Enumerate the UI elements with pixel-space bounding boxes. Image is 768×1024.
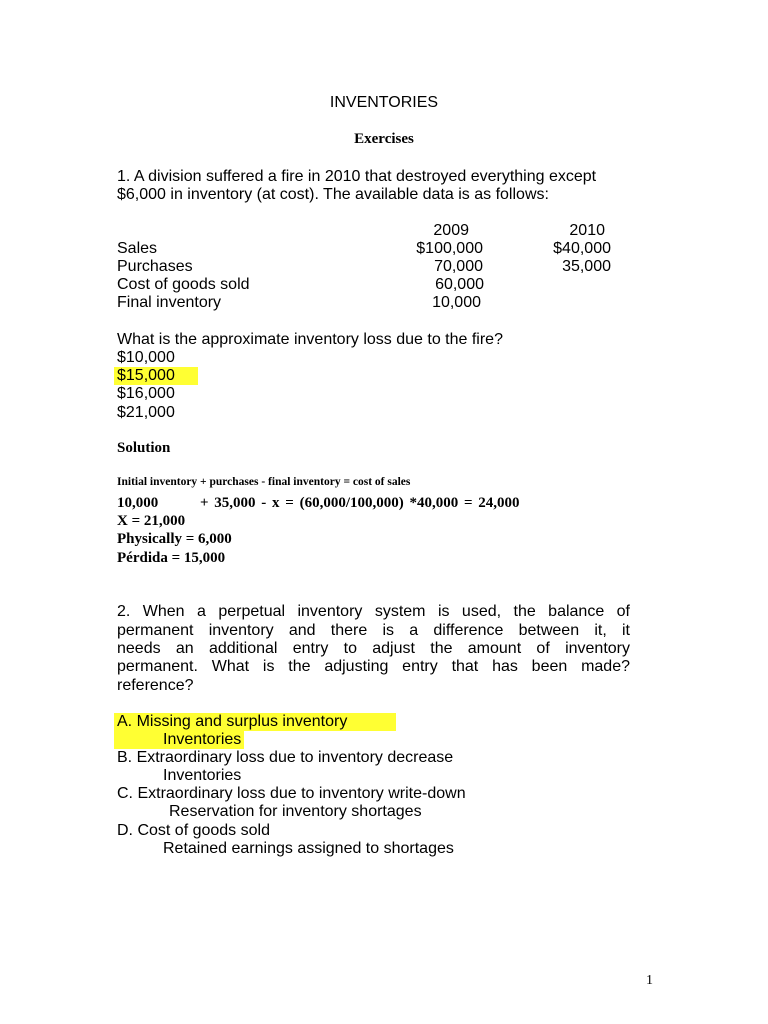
table-row-label: Cost of goods sold [117, 276, 250, 293]
q1-line-2: $6,000 in inventory (at cost). The available data is as follows: [117, 186, 549, 203]
table-header-2010: 2010 [569, 222, 605, 239]
q1-option: $16,000 [117, 385, 175, 402]
solution-line: Physically = 6,000 [117, 531, 232, 547]
table-cell-2009: 70,000 [434, 258, 483, 275]
table-cell-2010: $40,000 [553, 240, 611, 257]
q2-option-correct: A. Missing and surplus inventory [117, 713, 348, 730]
q2-option: D. Cost of goods sold [117, 822, 270, 839]
page-title: INVENTORIES [329, 94, 439, 111]
q2-option-sub: Inventories [163, 731, 242, 748]
table-cell-2009: 10,000 [432, 294, 481, 311]
table-header-2009: 2009 [433, 222, 469, 239]
q1-question: What is the approximate inventory loss due to the fire? [117, 331, 503, 348]
solution-heading: Solution [117, 440, 171, 456]
solution-calc-rest: + 35,000 - x = (60,000/100,000) *40,000 = 24,000 [200, 495, 520, 511]
table-cell-2009: $100,000 [416, 240, 483, 257]
q2-option-sub: Retained earnings assigned to shortages [163, 840, 454, 857]
page-subtitle: Exercises [354, 131, 414, 147]
q2-option: C. Extraordinary loss due to inventory write-down [117, 785, 466, 802]
solution-line: X = 21,000 [117, 513, 186, 529]
table-row-label: Purchases [117, 258, 193, 275]
q2-line: permanent inventory and there is a difference between it, it [117, 622, 630, 639]
q2-line: permanent. What is the adjusting entry that has been made? [117, 658, 630, 675]
q2-option-sub: Reservation for inventory shortages [169, 803, 422, 820]
q1-option: $21,000 [117, 404, 175, 421]
q2-option: B. Extraordinary loss due to inventory decrease [117, 749, 454, 766]
table-row-label: Final inventory [117, 294, 222, 311]
q2-line: 2. When a perpetual inventory system is used, the balance of [117, 603, 630, 620]
q1-option-correct: $15,000 [117, 367, 175, 384]
q1-option: $10,000 [117, 349, 175, 366]
solution-formula: Initial inventory + purchases - final inventory = cost of sales [117, 476, 411, 488]
table-cell-2010: 35,000 [562, 258, 611, 275]
solution-line: Pérdida = 15,000 [117, 550, 226, 566]
table-row-label: Sales [117, 240, 158, 257]
solution-calc-start: 10,000 [117, 495, 159, 511]
q1-line-1: 1. A division suffered a fire in 2010 that destroyed everything except [117, 168, 597, 185]
q2-line-last: reference? [117, 677, 194, 694]
q2-option-sub: Inventories [163, 767, 242, 784]
table-cell-2009: 60,000 [435, 276, 484, 293]
q2-line: needs an additional entry to adjust the amount of inventory [117, 640, 630, 657]
page-number: 1 [646, 973, 653, 988]
